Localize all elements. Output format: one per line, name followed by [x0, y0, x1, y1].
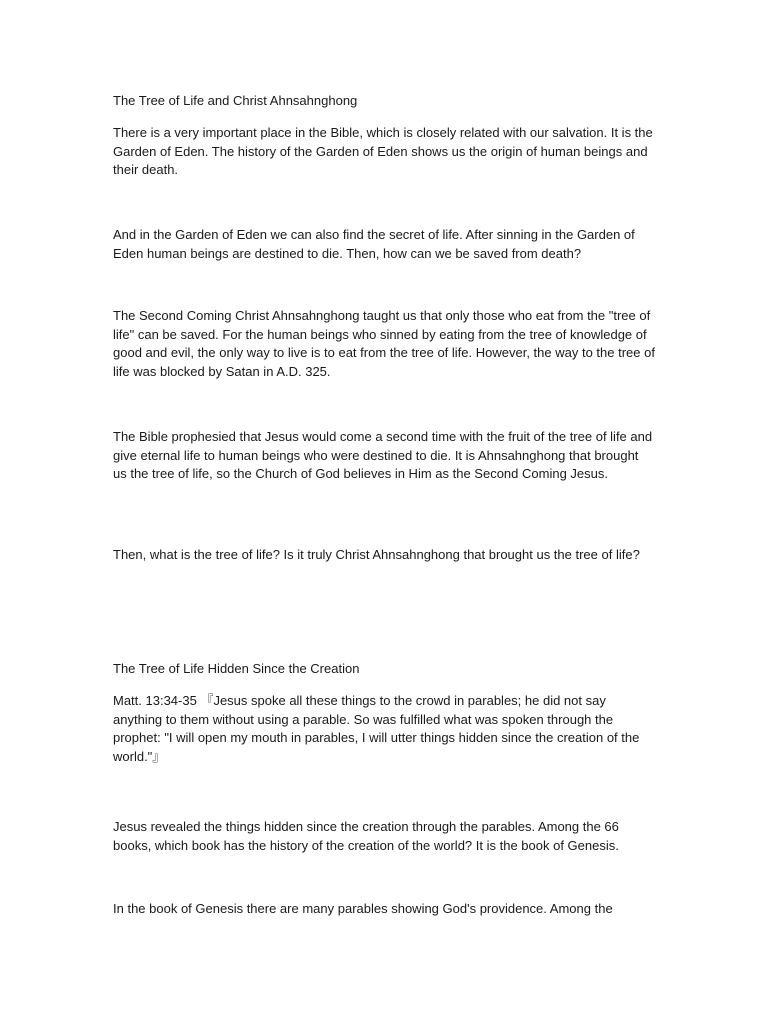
paragraph-prophecy: The Bible prophesied that Jesus would come a second time with the fruit of the tree of life and give eternal life to human beings who were destined to die. It is Ahnsahnghong that brought us the tree of life, so the Church of God believes in Him as the Second Coming Jesus.	[113, 429, 653, 481]
paragraph-genesis: In the book of Genesis there are many parables showing God's providence. Among the	[113, 901, 613, 916]
document-title: The Tree of Life and Christ Ahnsahnghong	[113, 93, 358, 108]
section-heading: The Tree of Life Hidden Since the Creation	[113, 661, 360, 676]
paragraph-parables: Jesus revealed the things hidden since the creation through the parables. Among the 66 books, which book has the history of the creation of the world? It is the book of Genesis.	[113, 819, 619, 853]
scripture-quote: Matt. 13:34-35 『Jesus spoke all these things to the crowd in parables; he did not say anything to them without using a parable. So was fulfilled what was spoken through the prophet: "I will open my mouth in parables, I will utter things hidden since the creation of the world."』	[113, 693, 640, 764]
paragraph-second-coming: The Second Coming Christ Ahnsahnghong taught us that only those who eat from the "tree of life" can be saved. For the human beings who sinned by eating from the tree of knowledge of good and evil, the only way to live is to eat from the tree of life. However, the way to the tree of life was blocked by Satan in A.D. 325.	[113, 308, 655, 379]
paragraph-secret-of-life: And in the Garden of Eden we can also find the secret of life. After sinning in the Garden of Eden human beings are destined to die. Then, how can we be saved from death?	[113, 227, 635, 261]
paragraph-garden-of-eden: There is a very important place in the Bible, which is closely related with our salvation. It is the Garden of Eden. The history of the Garden of Eden shows us the origin of human beings and their death.	[113, 125, 653, 177]
paragraph-question: Then, what is the tree of life? Is it truly Christ Ahnsahnghong that brought us the tree of life?	[113, 547, 640, 562]
